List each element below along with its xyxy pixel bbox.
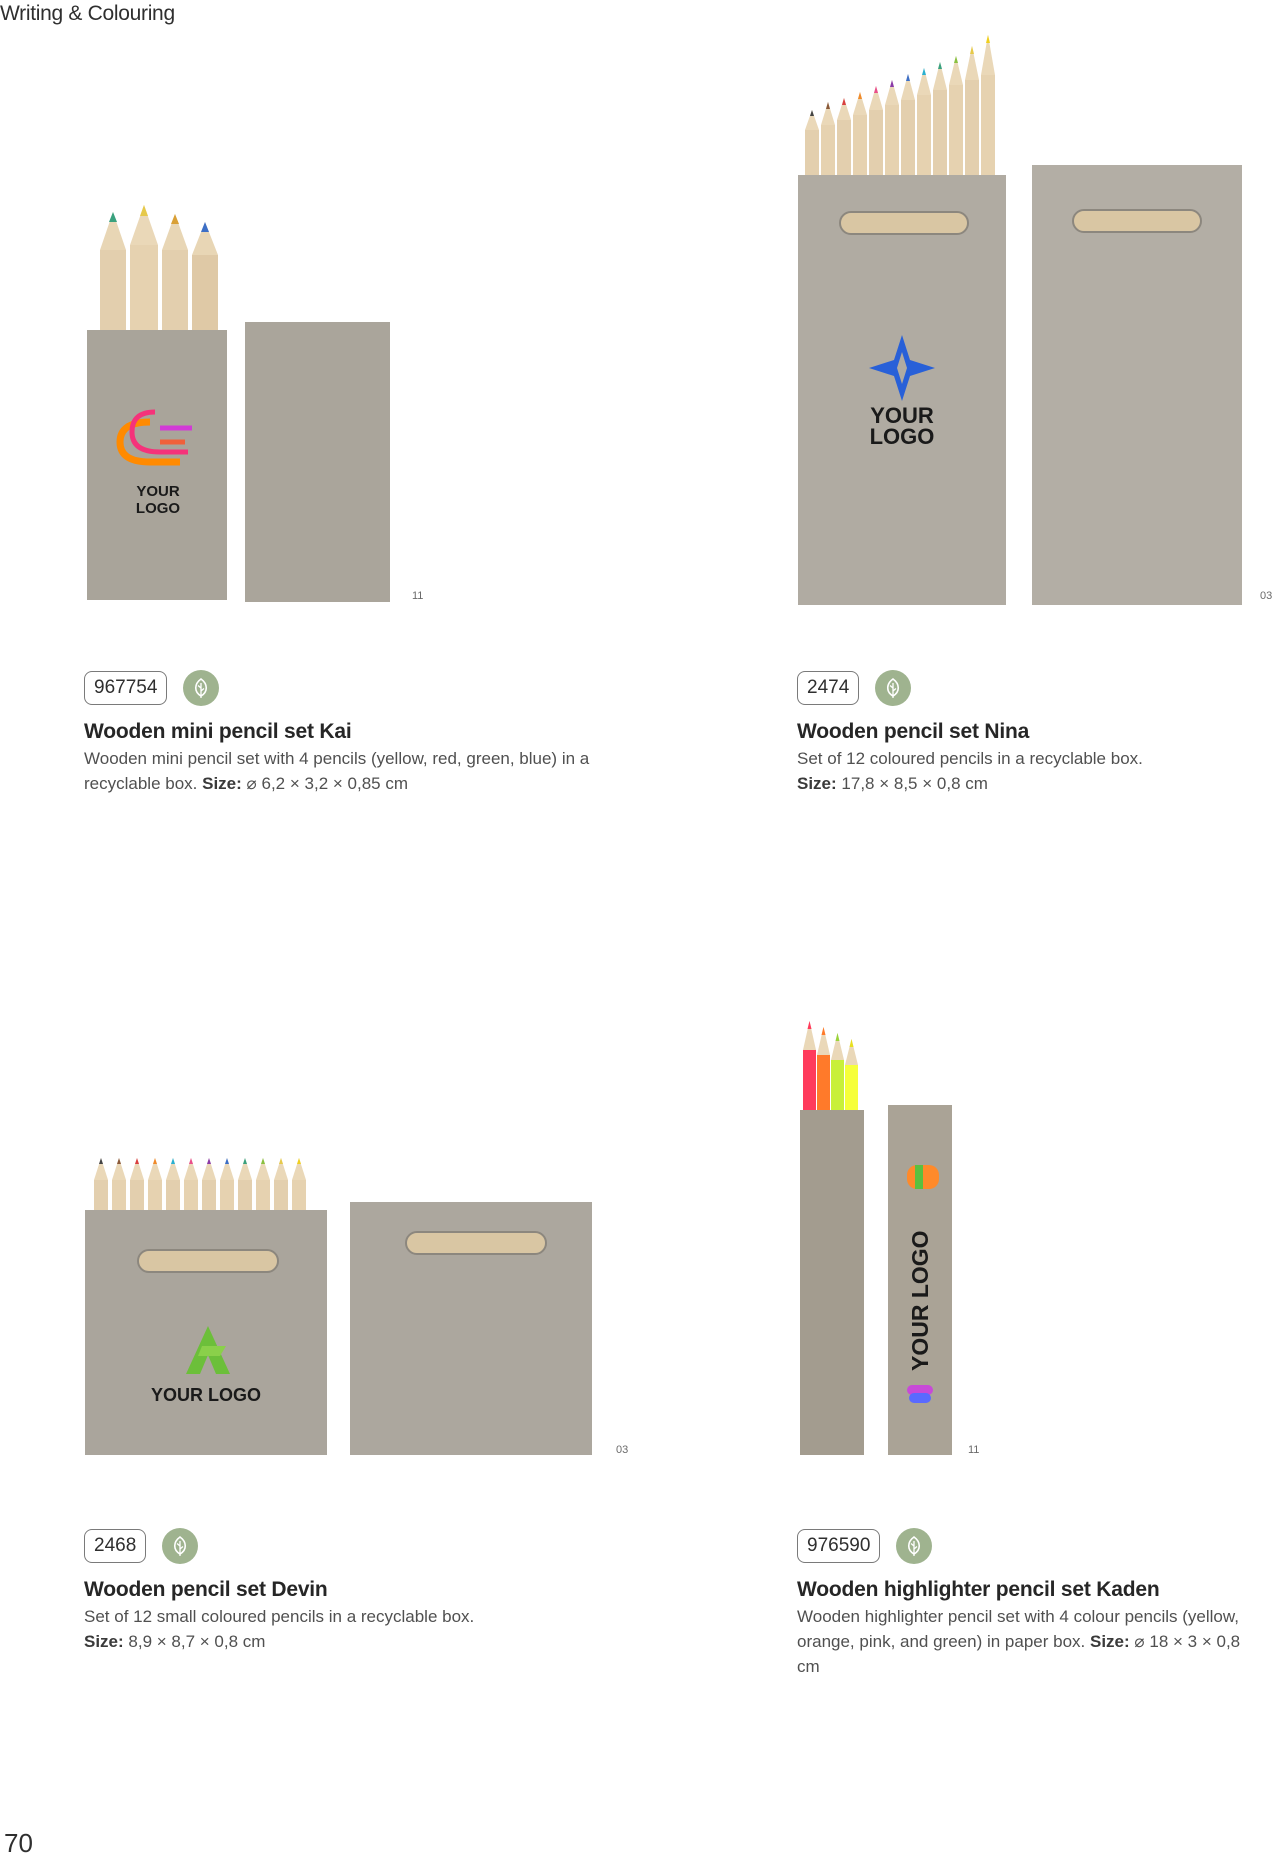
window-cutout [840,212,968,234]
size-value: ⌀ 6,2 × 3,2 × 0,85 cm [246,774,408,793]
logo-text: YOUR LOGO [907,1230,933,1371]
description-text: Set of 12 coloured pencils in a recyclable box. [797,749,1143,768]
pencils [100,205,218,340]
size-value: 8,9 × 8,7 × 0,8 cm [128,1632,266,1651]
size-value: 17,8 × 8,5 × 0,8 cm [841,774,988,793]
window-cutout [406,1232,546,1254]
description-text: Wooden mini pencil set with 4 pencils (yellow, red, green, blue) in a recyclable box. [84,749,590,793]
product-description [84,746,604,796]
product-image-devin [80,1150,610,1460]
eco-leaf-icon [875,670,911,706]
product-image-nina [795,30,1255,610]
logo-text-line1: YOUR [870,403,934,428]
size-label: Size: [1090,1632,1130,1651]
product-meta [797,670,911,706]
product-name: Wooden pencil set Nina [797,720,1030,743]
image-code: 03 [1260,590,1273,602]
size-label: Size: [202,774,242,793]
box-lid [245,322,390,602]
product-code-badge: 976590 [797,1529,880,1563]
product-code-badge: 2468 [84,1529,146,1563]
product-description [797,746,1187,796]
window-cutout [138,1250,278,1272]
description-text: Wooden highlighter pencil set with 4 colour pencils (yellow, orange, pink, and green) in paper box. [797,1607,1239,1651]
product-code-badge: 967754 [84,671,167,705]
logo-text-line1: YOUR [136,483,180,500]
size-value: ⌀ 18 × 3 × 0,8 cm [797,1632,1241,1676]
front-box [800,1110,864,1455]
eco-leaf-icon [896,1528,932,1564]
image-code: 11 [968,1444,980,1456]
logo-text-line2: LOGO [869,424,935,449]
product-description [797,1604,1267,1679]
product-name: Wooden mini pencil set Kai [84,720,352,743]
size-label: Size: [84,1632,124,1651]
image-code: 03 [616,1444,629,1456]
product-image-kai [80,200,410,610]
product-code-badge: 2474 [797,671,859,705]
page-number: 70 [4,1828,33,1858]
product-image-kaden [795,1015,995,1460]
product-name: Wooden pencil set Devin [84,1578,328,1601]
logo-text: YOUR LOGO [150,1385,262,1405]
product-description [84,1604,504,1654]
product-name: Wooden highlighter pencil set Kaden [797,1578,1160,1601]
size-label: Size: [797,774,837,793]
product-meta [84,670,219,706]
image-code: 11 [412,590,424,602]
product-meta [797,1528,932,1564]
product-meta [84,1528,198,1564]
eco-leaf-icon [183,670,219,706]
eco-leaf-icon [162,1528,198,1564]
logo-text-line2: LOGO [135,500,181,517]
section-title: Writing & Colouring [0,2,175,25]
description-text: Set of 12 small coloured pencils in a recyclable box. [84,1607,475,1626]
window-cutout [1073,210,1201,232]
